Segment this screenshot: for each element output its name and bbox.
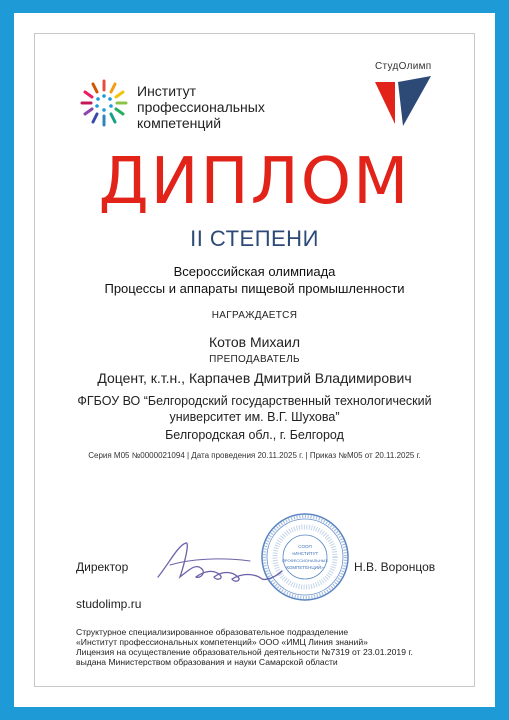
footer-line-2: «Институт профессиональных компетенций» ООО «ИМЦ Линия знаний» [76, 637, 368, 647]
seal-line-3: ПРОФЕССИОНАЛЬНЫХ [281, 558, 329, 563]
teacher-label: ПРЕПОДАВАТЕЛЬ [209, 354, 300, 365]
seal-line-4: КОМПЕТЕНЦИЙ» [286, 565, 324, 570]
logo-line-2: профессиональных [137, 99, 265, 115]
official-seal [260, 512, 350, 602]
website-text: studolimp.ru [76, 597, 142, 611]
diploma-degree: II СТЕПЕНИ [190, 226, 319, 251]
seal-line-2: «ИНСТИТУТ [291, 551, 319, 556]
footer-line-1: Структурное специализированное образовательное подразделение [76, 627, 349, 637]
logo-line-3: компетенций [137, 115, 222, 131]
institute-logo-text [137, 83, 265, 131]
diploma-title: ДИПЛОМ [98, 145, 411, 219]
olympiad-line-1: Всероссийская олимпиада [173, 264, 336, 279]
olympiad-line-2: Процессы и аппараты пищевой промышленности [104, 281, 405, 296]
organization [14, 393, 495, 425]
city: Белгородская обл., г. Белгород [165, 428, 344, 442]
footer-license [76, 627, 413, 667]
director-name: Н.В. Воронцов [354, 560, 436, 574]
olympiad-name [14, 263, 495, 297]
awardee-name: Котов Михаил [208, 334, 301, 350]
logo-line-1: Институт [137, 83, 197, 99]
teacher-name: Доцент, к.т.н., Карпачев Дмитрий Владимирович [97, 370, 412, 386]
studolimp-logo-text: СтудОлимп [375, 61, 432, 72]
organization-line-2: университет им. В.Г. Шухова” [169, 410, 340, 424]
institute-logo-icon [79, 78, 129, 128]
director-label: Директор [76, 560, 129, 574]
footer-line-4: выдана Министерством образования и науки Самарской области [76, 657, 338, 667]
awarded-label: НАГРАЖДАЕТСЯ [211, 310, 298, 321]
organization-line-1: ФГБОУ ВО “Белгородский государственный технологический [77, 394, 432, 408]
seal-line-1: СООП [298, 544, 312, 549]
series-line: Серия М05 №0000021094 | Дата проведения 20.11.2025 г. | Приказ №М05 от 20.11.2025 г. [88, 451, 421, 460]
studolimp-logo-icon [373, 74, 433, 128]
footer-line-3: Лицензия на осуществление образовательной деятельности №7319 от 23.01.2019 г. [76, 647, 413, 657]
